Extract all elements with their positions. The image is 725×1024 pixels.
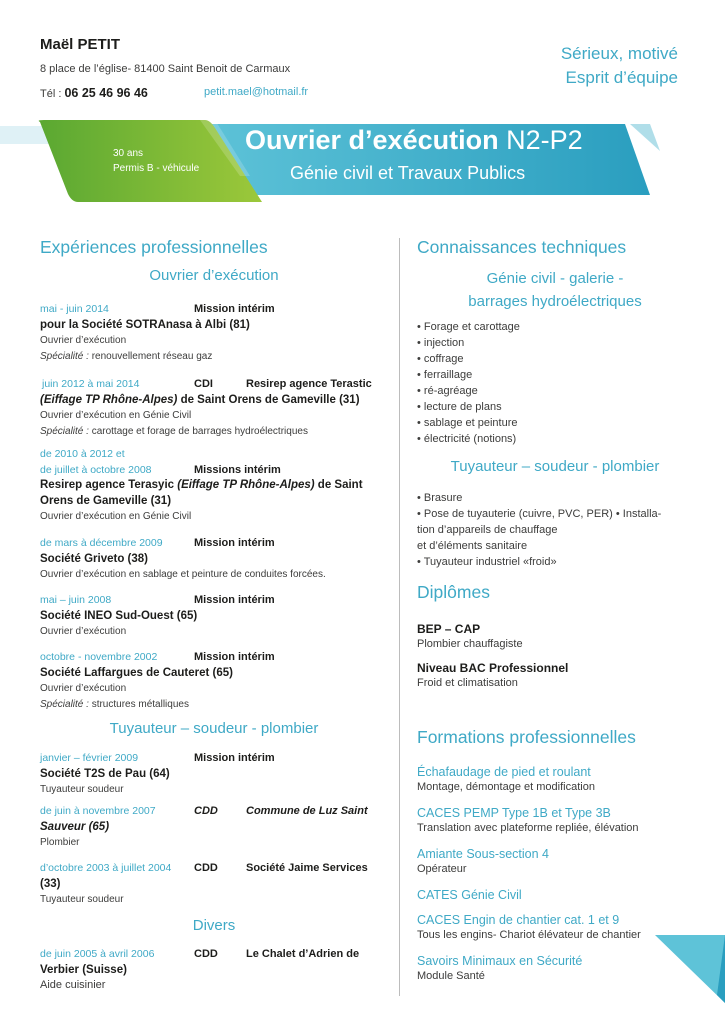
experience-spec: renouvellement réseau gaz (88, 350, 213, 362)
experience-role: Ouvrier d’exécution (40, 626, 127, 637)
experience-date-2: de juillet à octobre 2008 (40, 463, 152, 476)
experience-date-1: de 2010 à 2012 et (40, 448, 125, 460)
training-desc: Module Santé (417, 970, 485, 982)
skill-bullet: • ferraillage (417, 369, 473, 381)
job-title-main: Ouvrier d’exécution (245, 125, 499, 155)
experiences-heading: Expériences professionnelles (40, 237, 268, 257)
skill-bullet: • sablage et peinture (417, 417, 518, 429)
experience-role: Ouvrier d’exécution en Génie Civil (40, 410, 192, 421)
experience-date: juin 2012 à mai 2014 (42, 378, 140, 390)
training-title: CACES PEMP Type 1B et Type 3B (417, 806, 611, 820)
experience-company: Société T2S de Pau (64) (40, 767, 170, 780)
phone-number: 06 25 46 96 46 (64, 86, 148, 100)
driving-licence: Permis B - véhicule (113, 163, 200, 174)
skill-bullet: • Forage et carottage (417, 321, 520, 333)
training-title: CATES Génie Civil (417, 888, 522, 902)
job-title (245, 125, 583, 156)
training-item (417, 847, 707, 888)
training-item (417, 765, 707, 806)
experience-type: Mission intérim (194, 752, 275, 764)
skills-heading: Connaissances techniques (417, 237, 627, 257)
experience-item (40, 536, 380, 583)
experience-item (40, 593, 380, 640)
skills-sub-civil-line-2: barrages hydroélectriques (468, 293, 642, 310)
job-title-level: N2-P2 (498, 125, 583, 155)
experience-date: mai - juin 2014 (40, 303, 109, 315)
training-item (417, 913, 707, 954)
experience-company: Société INEO Sud-Ouest (65) (40, 609, 198, 622)
training-title: CACES Engin de chantier cat. 1 et 9 (417, 913, 620, 927)
trainings-heading: Formations professionnelles (417, 727, 636, 747)
skill-bullet: • Brasure (417, 492, 463, 504)
experience-company-b: de Saint Orens de Gameville (31) (177, 393, 360, 406)
experience-company-a: Resirep agence Terasyic (40, 479, 178, 491)
training-title: Savoirs Minimaux en Sécurité (417, 954, 583, 968)
diploma-desc: Froid et climatisation (417, 677, 518, 689)
experience-spec: carottage et forage de barrages hydroélectriques (88, 425, 308, 437)
experience-item (40, 947, 380, 994)
experience-date: de mars à décembre 2009 (40, 537, 163, 549)
motto (561, 42, 678, 90)
banner-details (113, 146, 199, 176)
experience-type: Mission intérim (194, 594, 275, 606)
skill-bullet: et d’éléments sanitaire (417, 540, 528, 552)
experience-company-a: Le Chalet d’Adrien de (246, 948, 360, 960)
experience-role: Aide cuisinier (40, 979, 106, 991)
experience-type: CDD (194, 805, 218, 817)
experience-company-end: de Saint (314, 479, 363, 491)
experience-role: Ouvrier d’exécution en sablage et peinture de conduites forcées. (40, 569, 326, 580)
experience-date: octobre - novembre 2002 (40, 651, 158, 663)
experience-company-b: Verbier (Suisse) (40, 963, 127, 976)
experience-date: de juin 2005 à avril 2006 (40, 948, 155, 960)
experience-role: Ouvrier d’exécution en Génie Civil (40, 511, 192, 522)
training-desc: Opérateur (417, 863, 467, 875)
diploma-item (417, 622, 523, 650)
skill-bullet: tion d’appareils de chauffage (417, 524, 558, 536)
experience-company-a: Société Jaime Services (246, 862, 368, 874)
experience-role: Tuyauteur soudeur (40, 894, 124, 905)
skills-list-pipefitter (417, 490, 661, 570)
experience-company-b: (33) (40, 877, 61, 890)
experience-item (40, 804, 380, 851)
skill-bullet: • injection (417, 337, 465, 349)
training-item (417, 954, 707, 995)
experience-item (40, 751, 380, 798)
job-subtitle: Génie civil et Travaux Publics (290, 163, 526, 183)
experience-spec-label: Spécialité : (40, 698, 89, 710)
age: 30 ans (113, 148, 144, 159)
experience-item (40, 302, 380, 364)
experience-date: mai – juin 2008 (40, 594, 112, 606)
experience-spec-label: Spécialité : (40, 350, 89, 362)
diploma-item (417, 661, 568, 689)
postal-address: 8 place de l’église- 81400 Saint Benoit de Carmaux (40, 63, 291, 75)
experiences-sub-misc: Divers (192, 917, 236, 934)
experience-type: CDD (194, 862, 218, 874)
experiences-sub-execution: Ouvrier d’exécution (149, 267, 279, 284)
experience-type: CDD (194, 948, 218, 960)
candidate-name: Maël PETIT (40, 36, 121, 53)
experience-role: Plombier (40, 837, 80, 848)
motto-line-1: Sérieux, motivé (560, 44, 678, 63)
experience-company-b: Sauveur (65) (40, 820, 110, 833)
experience-company-a: Resirep agence Terastic (246, 378, 372, 390)
experience-date: janvier – février 2009 (40, 752, 139, 764)
motto-line-2: Esprit d’équipe (565, 68, 678, 87)
experience-spec: structures métalliques (88, 698, 189, 710)
trainings-list (417, 765, 707, 995)
training-title: Échafaudage de pied et roulant (417, 765, 591, 779)
training-desc: Tous les engins- Chariot élévateur de chantier (417, 929, 641, 941)
skills-sub-civil-line-1: Génie civil - galerie - (486, 270, 624, 287)
experience-type: CDI (194, 378, 213, 390)
experience-company: pour la Société SOTRAnasa à Albi (81) (40, 318, 250, 331)
tel-label: Tél : (40, 88, 65, 100)
experience-item (40, 861, 380, 908)
experience-date: de juin à novembre 2007 (40, 805, 156, 817)
experience-type: Mission intérim (194, 303, 275, 315)
skills-list-civil (417, 319, 520, 447)
experience-spec-label: Spécialité : (40, 425, 89, 437)
experience-company-a: Commune de Luz Saint (246, 805, 368, 817)
training-item (417, 888, 707, 913)
experience-role: Ouvrier d’exécution (40, 335, 127, 346)
experience-role: Tuyauteur soudeur (40, 784, 124, 795)
skills-sub-civil (410, 267, 700, 313)
training-desc: Translation avec plateforme repliée, élévation (417, 822, 639, 834)
training-desc: Montage, démontage et modification (417, 781, 595, 793)
experience-item (40, 377, 380, 439)
training-title: Amiante Sous-section 4 (417, 847, 550, 861)
experience-item (40, 650, 380, 712)
experience-company: Société Griveto (38) (40, 552, 149, 565)
experience-type: Mission intérim (194, 651, 275, 663)
skill-bullet: • coffrage (417, 353, 464, 365)
experience-item (40, 447, 380, 525)
contact-row (40, 86, 309, 100)
experience-type: Mission intérim (194, 537, 275, 549)
column-divider (399, 238, 400, 996)
experience-company: Société Laffargues de Cauteret (65) (40, 666, 234, 679)
experiences-sub-pipefitter: Tuyauteur – soudeur - plombier (109, 720, 319, 737)
diplomas-heading: Diplômes (417, 582, 490, 602)
skills-sub-pipefitter: Tuyauteur – soudeur - plombier (450, 458, 660, 475)
banner-right-accent (630, 124, 660, 151)
experience-date: d’octobre 2003 à juillet 2004 (40, 862, 172, 874)
skill-bullet: • ré-agréage (417, 385, 478, 397)
diploma-title: Niveau BAC Professionnel (417, 661, 569, 675)
experience-company-italic: (Eiffage TP Rhône-Alpes) (177, 479, 315, 491)
experience-company-italic: (Eiffage TP Rhône-Alpes) (40, 393, 178, 406)
diploma-title: BEP – CAP (417, 622, 481, 636)
experience-role: Ouvrier d’exécution (40, 683, 127, 694)
training-item (417, 806, 707, 847)
email-link[interactable]: petit.mael@hotmail.fr (204, 86, 309, 98)
experience-type: Missions intérim (194, 463, 281, 476)
diploma-desc: Plombier chauffagiste (417, 638, 523, 650)
skill-bullet: • Tuyauteur industriel «froid» (417, 556, 557, 568)
experience-company-b: Orens de Gameville (31) (40, 494, 172, 507)
skill-bullet: • lecture de plans (417, 401, 502, 413)
skill-bullet: • Pose de tuyauterie (cuivre, PVC, PER) • Installa- (417, 508, 662, 520)
skill-bullet: • électricité (notions) (417, 433, 517, 445)
